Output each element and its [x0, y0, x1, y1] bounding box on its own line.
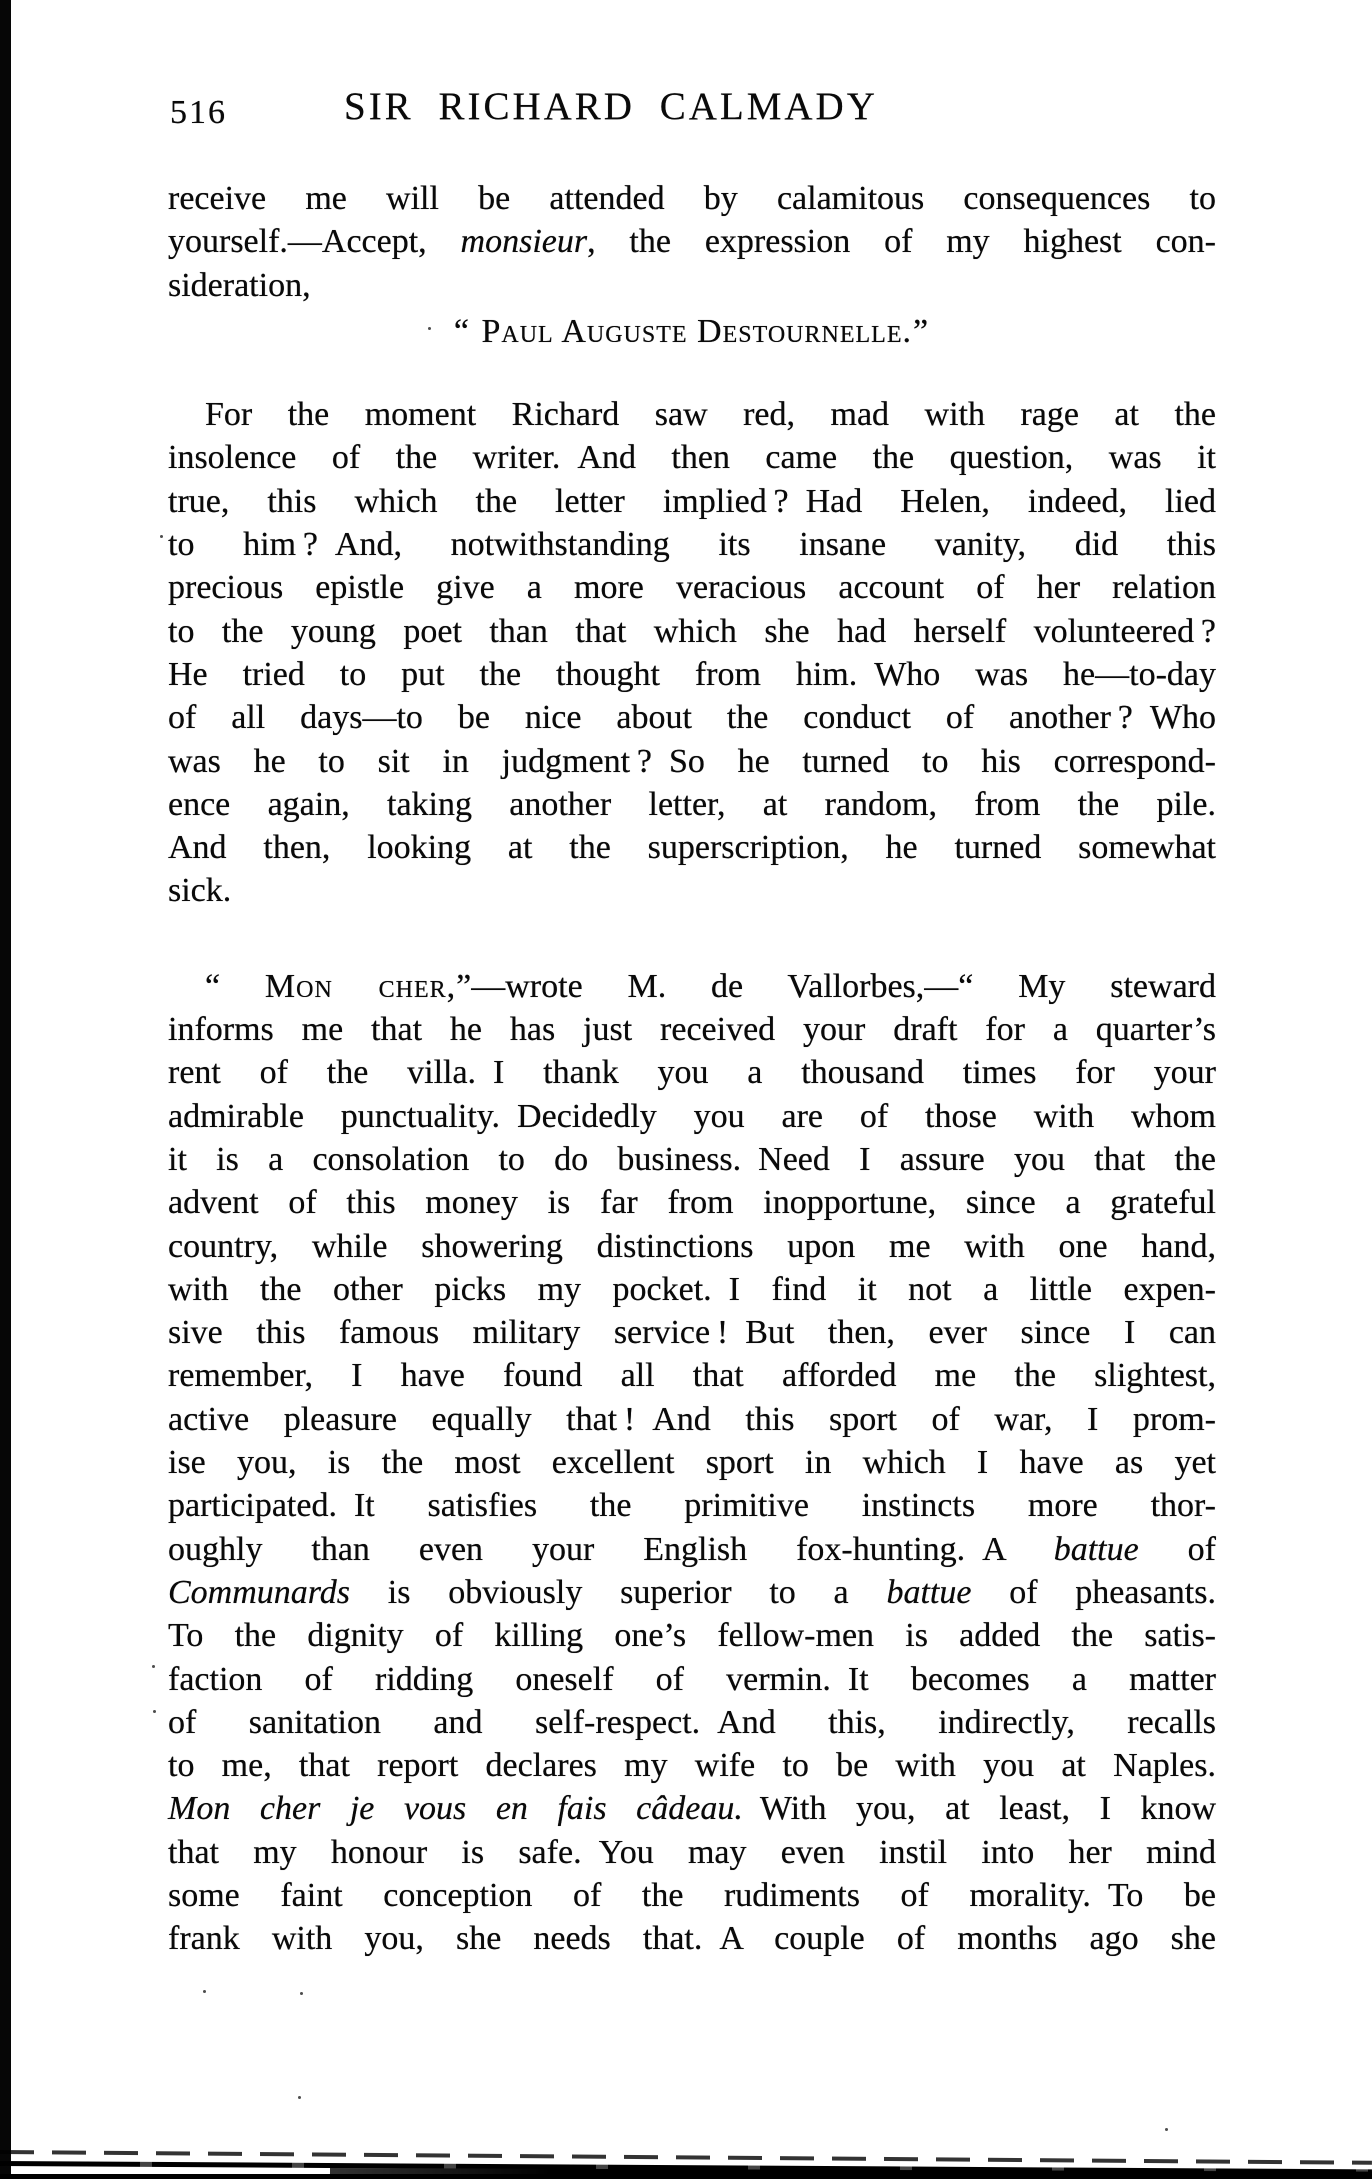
narrative-paragraph: [168, 393, 1216, 913]
text-segment: ise you, is the most excellent sport in which I have as yet: [168, 1444, 1216, 1482]
text-segment: He tried to put the thought from him. Who was he—to-day: [168, 655, 1216, 693]
text-segment: To the dignity of killing one’s fellow-men is added the satis-: [168, 1617, 1216, 1655]
text-line: [168, 1181, 1216, 1224]
page-header: [168, 84, 1216, 140]
scan-left-edge-bar: [0, 0, 11, 2179]
text-line: [168, 1484, 1216, 1527]
page-number: 516: [170, 94, 227, 131]
text-line: [168, 1831, 1216, 1874]
text-line: [168, 696, 1216, 739]
text-line: [168, 653, 1216, 696]
scan-noise-dot: [153, 1710, 156, 1713]
scan-noise-dot: [298, 2096, 301, 2099]
text-line: [168, 393, 1216, 436]
text-segment: remember, I have found all that afforded me the slightest,: [168, 1357, 1216, 1395]
text-line: [168, 1614, 1216, 1657]
small-caps-text: Paul Auguste Destournelle: [481, 312, 903, 350]
text-segment: that my honour is safe. You may even instil into her mind: [168, 1833, 1216, 1871]
text-segment: yourself.—Accept,: [168, 223, 461, 261]
text-segment: .”: [902, 312, 931, 350]
text-line: [168, 1311, 1216, 1354]
scan-artifact-band: [0, 2174, 1372, 2179]
text-line: [168, 1268, 1216, 1311]
scan-noise-dot: [160, 535, 163, 538]
text-line: [168, 826, 1216, 869]
text-line: [168, 1398, 1216, 1441]
text-segment: insolence of the writer. And then came the question, was it: [168, 439, 1216, 477]
text-line: [168, 783, 1216, 826]
text-line: [168, 220, 1216, 263]
text-segment: to him ? And, notwithstanding its insane vanity, did this: [168, 526, 1216, 564]
letter-vallorbes: [168, 965, 1216, 1961]
scan-noise-dot: [152, 1665, 155, 1668]
text-segment: of all days—to be nice about the conduct of another ? Who: [168, 699, 1216, 737]
italic-text: battue: [886, 1573, 972, 1611]
text-line: [168, 1354, 1216, 1397]
text-line: [168, 1095, 1216, 1138]
text-line: [168, 1528, 1216, 1571]
running-title: SIR RICHARD CALMADY: [344, 85, 878, 128]
text-line: [168, 610, 1216, 653]
text-segment: “: [205, 967, 265, 1005]
text-line: [168, 480, 1216, 523]
text-line: [168, 177, 1216, 220]
text-segment: For the moment Richard saw red, mad with rage at the: [205, 396, 1216, 434]
text-segment: “: [453, 312, 482, 350]
text-segment: active pleasure equally that ! And this sport of war, I prom-: [168, 1400, 1216, 1438]
text-line: [168, 965, 1216, 1008]
text-segment: with the other picks my pocket. I find it not a little expen-: [168, 1270, 1216, 1308]
text-segment: sick.: [168, 872, 232, 910]
text-line: [168, 1787, 1216, 1830]
text-segment: to the young poet than that which she had herself volunteered ?: [168, 612, 1216, 650]
text-segment: true, this which the letter implied ? Had Helen, indeed, lied: [168, 482, 1216, 520]
text-line: [168, 566, 1216, 609]
text-segment: , the expression of my highest con-: [587, 223, 1216, 261]
text-line: [168, 1658, 1216, 1701]
text-segment: rent of the villa. I thank you a thousand times for your: [168, 1054, 1216, 1092]
text-line: [168, 869, 1216, 912]
text-segment: sive this famous military service ! But then, ever since I can: [168, 1314, 1216, 1352]
text-segment: it is a consolation to do business. Need I assure you that the: [168, 1140, 1216, 1178]
text-segment: admirable punctuality. Decidedly you are of those with whom: [168, 1097, 1216, 1135]
text-line: [168, 1571, 1216, 1614]
text-segment: faction of ridding oneself of vermin. It becomes a matter: [168, 1660, 1216, 1698]
italic-text: Communards: [168, 1573, 350, 1611]
text-segment: ”—wrote M. de Vallorbes,—“ My steward: [456, 967, 1216, 1005]
text-line: [168, 1051, 1216, 1094]
text-segment: of sanitation and self-respect. And this, indirectly, recalls: [168, 1703, 1216, 1741]
scan-noise-dot: [1165, 2128, 1168, 2131]
italic-text: Mon cher je vous en fais câdeau.: [168, 1790, 743, 1828]
text-line: [168, 1917, 1216, 1960]
letter-signature: [168, 310, 1216, 353]
text-line: [168, 1744, 1216, 1787]
text-segment: is obviously superior to a: [350, 1573, 887, 1611]
text-segment: frank with you, she needs that. A couple of months ago she: [168, 1920, 1216, 1958]
text-line: [168, 1008, 1216, 1051]
text-segment: was he to sit in judgment ? So he turned to his correspond-: [168, 742, 1216, 780]
text-segment: advent of this money is far from inopportune, since a grateful: [168, 1184, 1216, 1222]
text-segment: informs me that he has just received your draft for a quarter’s: [168, 1011, 1216, 1049]
text-line: [168, 264, 1216, 307]
text-body: [168, 177, 1216, 1961]
text-segment: participated. It satisfies the primitive instincts more thor-: [168, 1487, 1216, 1525]
text-line: [168, 310, 1216, 353]
text-segment: sideration,: [168, 266, 311, 304]
text-line: [168, 1701, 1216, 1744]
text-segment: With you, at least, I know: [742, 1790, 1216, 1828]
small-caps-text: Mon cher,: [264, 967, 457, 1005]
scan-noise-dot: [428, 327, 431, 330]
scan-noise-dot: [203, 1990, 206, 1993]
scan-noise-dot: [300, 1992, 303, 1995]
letter-destournelle-end: [168, 177, 1216, 307]
text-segment: of: [1138, 1530, 1216, 1568]
text-segment: oughly than even your English fox-hunting. A: [168, 1530, 1054, 1568]
italic-text: monsieur: [460, 223, 588, 261]
italic-text: battue: [1053, 1530, 1139, 1568]
text-line: [168, 523, 1216, 566]
text-segment: precious epistle give a more veracious account of her relation: [168, 569, 1216, 607]
text-segment: to me, that report declares my wife to be with you at Naples.: [168, 1747, 1216, 1785]
paragraphs-container: [168, 177, 1216, 1961]
text-segment: receive me will be attended by calamitous consequences to: [168, 180, 1216, 217]
text-line: [168, 436, 1216, 479]
text-line: [168, 1874, 1216, 1917]
text-segment: ence again, taking another letter, at random, from the pile.: [168, 785, 1216, 823]
text-segment: country, while showering distinctions upon me with one hand,: [168, 1227, 1216, 1265]
text-segment: some faint conception of the rudiments of morality. To be: [168, 1876, 1216, 1914]
text-segment: And then, looking at the superscription, he turned somewhat: [168, 829, 1216, 867]
text-line: [168, 1441, 1216, 1484]
text-line: [168, 1138, 1216, 1181]
text-segment: of pheasants.: [971, 1573, 1216, 1611]
text-line: [168, 740, 1216, 783]
text-line: [168, 1225, 1216, 1268]
